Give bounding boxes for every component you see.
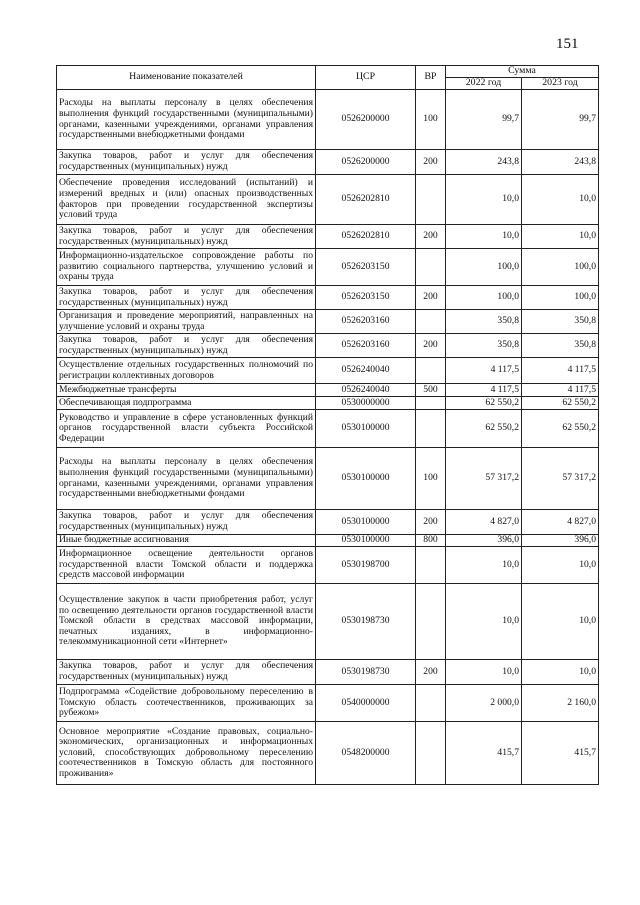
row-name: Осуществление закупок в части приобретения работ, услуг по освещению деятельности органов государственной власти Томской области в средствах массовой информации, печатных изданиях, в информационно-телекоммуникационной сети «Интернет» [57,584,316,660]
row-sum-2023: 99,7 [522,90,599,150]
row-vr: 200 [416,225,446,249]
row-vr [416,175,446,225]
row-name: Иные бюджетные ассигнования [57,535,316,547]
row-sum-2023: 62 550,2 [522,410,599,448]
row-vr: 100 [416,448,446,510]
table-row [57,384,599,397]
row-csr: 0530000000 [316,397,416,410]
page-number: 151 [556,36,579,52]
row-csr: 0526202810 [316,225,416,249]
row-sum-2023: 10,0 [522,225,599,249]
row-sum-2022: 10,0 [446,175,522,225]
row-name: Расходы на выплаты персоналу в целях обеспечения выполнения функций государственными (муниципальными) органами, казенными учреждениями, органами управления государственными внебюджетными фондами [57,448,316,510]
row-sum-2022: 4 117,5 [446,358,522,384]
header-vr: ВР [416,66,446,90]
row-vr: 200 [416,150,446,175]
row-vr [416,722,446,785]
row-sum-2022: 350,8 [446,310,522,334]
table-row [57,535,599,547]
table-row [57,448,599,510]
header-csr: ЦСР [316,66,416,90]
table-row [57,286,599,310]
row-csr: 0526200000 [316,150,416,175]
row-vr: 200 [416,510,446,535]
row-sum-2022: 62 550,2 [446,410,522,448]
table-row [57,334,599,358]
row-sum-2022: 10,0 [446,225,522,249]
table-row [57,660,599,685]
row-sum-2022: 10,0 [446,584,522,660]
row-vr [416,310,446,334]
row-name: Обеспечивающая подпрограмма [57,397,316,410]
row-sum-2023: 100,0 [522,249,599,286]
row-csr: 0526202810 [316,175,416,225]
row-csr: 0530198700 [316,547,416,584]
row-vr [416,410,446,448]
row-name: Закупка товаров, работ и услуг для обеспечения государственных (муниципальных) нужд [57,150,316,175]
row-name: Закупка товаров, работ и услуг для обеспечения государственных (муниципальных) нужд [57,510,316,535]
table-row [57,722,599,785]
row-name: Информационное освещение деятельности органов государственной власти Томской области и поддержка средств массовой информации [57,547,316,584]
row-sum-2022: 99,7 [446,90,522,150]
row-name: Осуществление отдельных государственных полномочий по регистрации коллективных договоров [57,358,316,384]
row-sum-2022: 4 827,0 [446,510,522,535]
table-row [57,310,599,334]
row-vr [416,397,446,410]
row-sum-2023: 396,0 [522,535,599,547]
table-row [57,175,599,225]
row-sum-2023: 243,8 [522,150,599,175]
row-vr [416,358,446,384]
row-name: Организация и проведение мероприятий, направленных на улучшение условий и охраны труда [57,310,316,334]
row-csr: 0526203150 [316,249,416,286]
row-csr: 0526240040 [316,384,416,397]
table-row [57,150,599,175]
row-csr: 0526203160 [316,310,416,334]
table-row [57,685,599,722]
row-sum-2022: 415,7 [446,722,522,785]
row-sum-2022: 62 550,2 [446,397,522,410]
row-name: Закупка товаров, работ и услуг для обеспечения государственных (муниципальных) нужд [57,225,316,249]
row-name: Закупка товаров, работ и услуг для обеспечения государственных (муниципальных) нужд [57,334,316,358]
row-vr: 800 [416,535,446,547]
row-vr: 200 [416,660,446,685]
row-sum-2022: 100,0 [446,249,522,286]
row-sum-2023: 350,8 [522,310,599,334]
row-csr: 0530100000 [316,510,416,535]
table-row [57,249,599,286]
row-vr [416,547,446,584]
row-csr: 0530100000 [316,410,416,448]
row-sum-2022: 10,0 [446,660,522,685]
row-sum-2023: 4 117,5 [522,358,599,384]
table-row [57,510,599,535]
row-name: Межбюджетные трансферты [57,384,316,397]
row-csr: 0530100000 [316,535,416,547]
table-row [57,225,599,249]
row-sum-2023: 100,0 [522,286,599,310]
row-vr: 200 [416,286,446,310]
row-vr [416,584,446,660]
row-csr: 0526203160 [316,334,416,358]
row-vr [416,685,446,722]
row-sum-2023: 4 117,5 [522,384,599,397]
row-sum-2022: 2 000,0 [446,685,522,722]
row-csr: 0530198730 [316,584,416,660]
row-sum-2023: 57 317,2 [522,448,599,510]
table-row [57,584,599,660]
row-sum-2023: 62 550,2 [522,397,599,410]
row-name: Закупка товаров, работ и услуг для обеспечения государственных (муниципальных) нужд [57,286,316,310]
row-sum-2022: 396,0 [446,535,522,547]
row-sum-2023: 10,0 [522,584,599,660]
row-vr: 500 [416,384,446,397]
header-sum: Сумма [446,66,599,78]
table-row [57,90,599,150]
row-sum-2023: 10,0 [522,175,599,225]
row-name: Подпрограмма «Содействие добровольному переселению в Томскую область соотечественников, проживающих за рубежом» [57,685,316,722]
row-sum-2023: 350,8 [522,334,599,358]
row-sum-2023: 2 160,0 [522,685,599,722]
row-csr: 0540000000 [316,685,416,722]
row-sum-2022: 4 117,5 [446,384,522,397]
header-year-2022: 2022 год [446,78,522,90]
row-name: Основное мероприятие «Создание правовых, социально-экономических, организационных и информационных условий, способствующих добровольному переселению соотечественников в Томскую область для постоянного проживания» [57,722,316,785]
row-csr: 0526203150 [316,286,416,310]
row-csr: 0548200000 [316,722,416,785]
table-row [57,358,599,384]
row-sum-2022: 100,0 [446,286,522,310]
row-sum-2023: 10,0 [522,660,599,685]
row-sum-2023: 415,7 [522,722,599,785]
header-year-2023: 2023 год [522,78,599,90]
row-csr: 0526200000 [316,90,416,150]
row-vr: 200 [416,334,446,358]
table-row [57,410,599,448]
row-sum-2023: 4 827,0 [522,510,599,535]
header-name: Наименование показателей [57,66,316,90]
budget-table [56,65,599,785]
row-sum-2022: 10,0 [446,547,522,584]
row-vr: 100 [416,90,446,150]
row-csr: 0530100000 [316,448,416,510]
row-name: Руководство и управление в сфере установленных функций органов государственной власти субъекта Российской Федерации [57,410,316,448]
row-name: Обеспечение проведения исследований (испытаний) и измерений вредных и (или) опасных производственных факторов при проведении государственной экспертизы условий труда [57,175,316,225]
row-csr: 0526240040 [316,358,416,384]
row-sum-2023: 10,0 [522,547,599,584]
row-csr: 0530198730 [316,660,416,685]
row-name: Информационно-издательское сопровождение работы по развитию социального партнерства, улучшению условий и охраны труда [57,249,316,286]
row-sum-2022: 243,8 [446,150,522,175]
row-name: Расходы на выплаты персоналу в целях обеспечения выполнения функций государственными (муниципальными) органами, казенными учреждениями, органами управления государственными внебюджетными фондами [57,90,316,150]
row-vr [416,249,446,286]
row-sum-2022: 57 317,2 [446,448,522,510]
row-sum-2022: 350,8 [446,334,522,358]
table-row [57,397,599,410]
table-row [57,547,599,584]
row-name: Закупка товаров, работ и услуг для обеспечения государственных (муниципальных) нужд [57,660,316,685]
